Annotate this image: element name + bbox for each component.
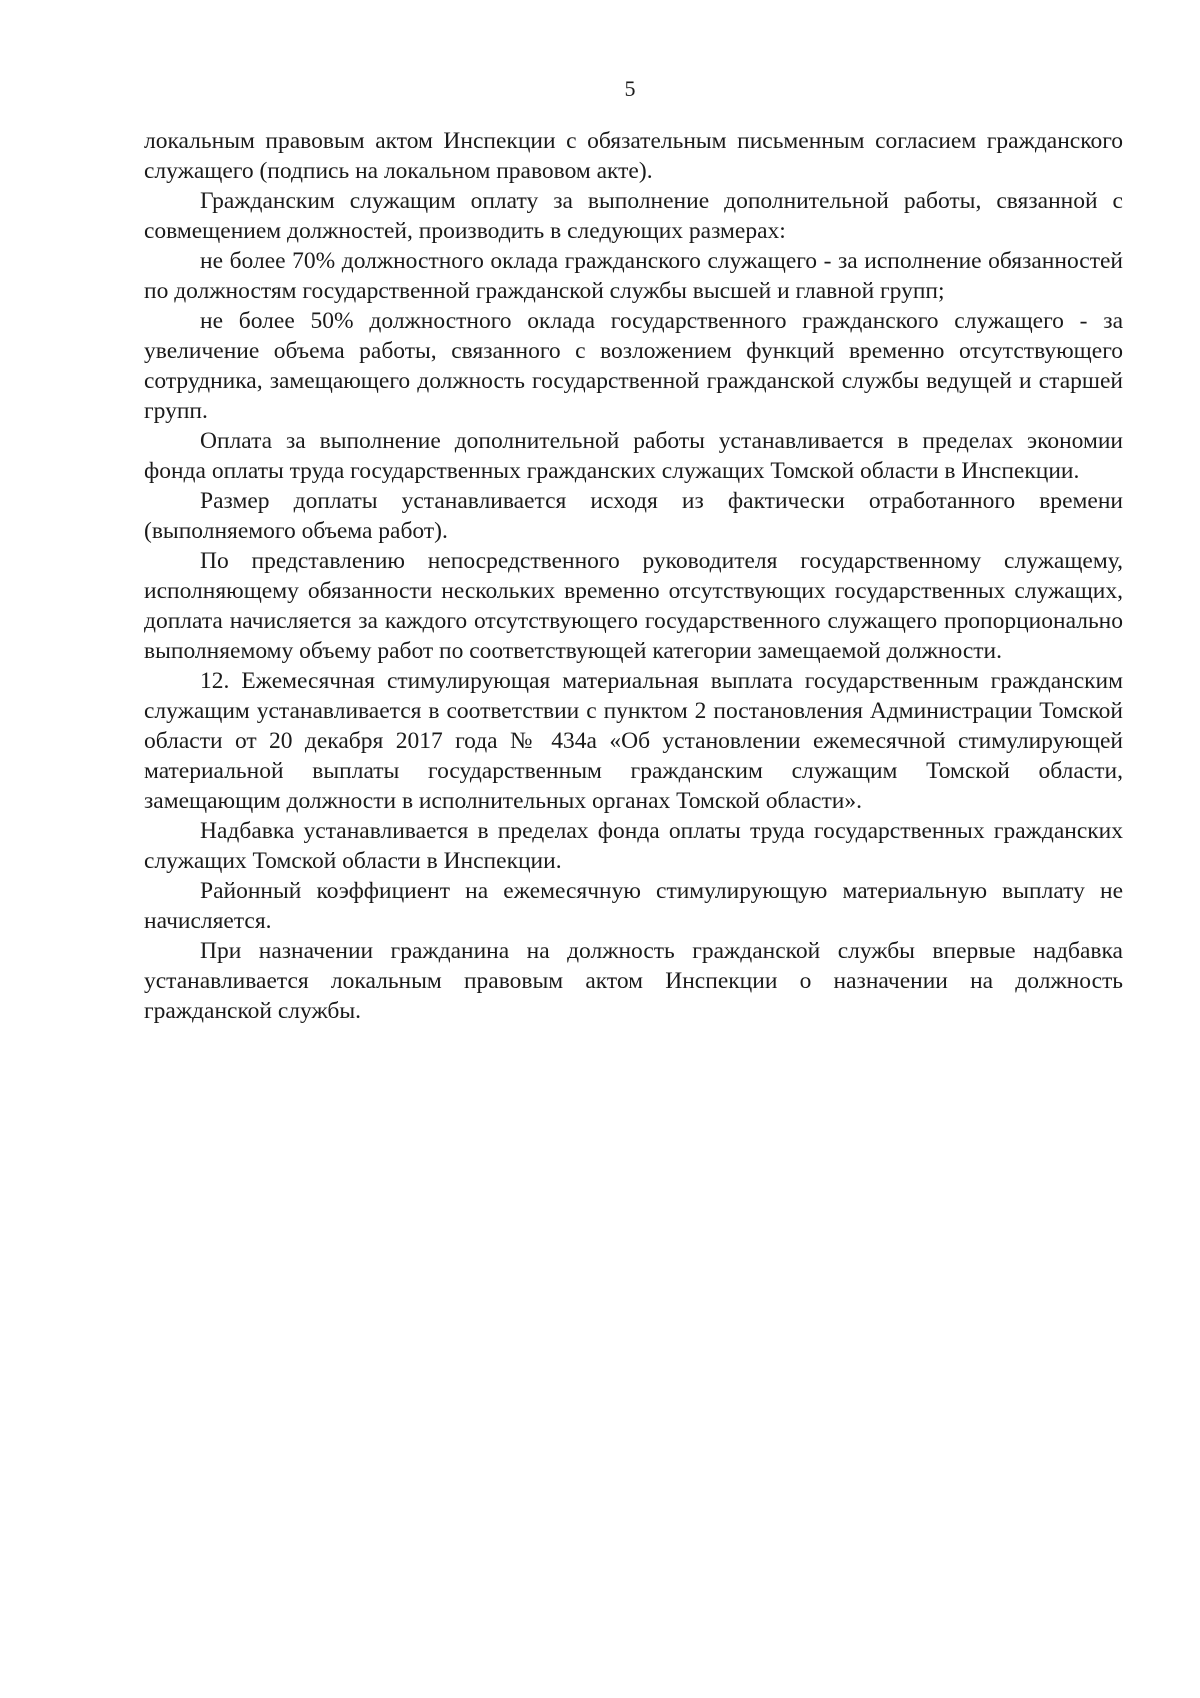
paragraph-allowance-fund: Надбавка устанавливается в пределах фонда оплаты труда государственных гражданских служащих Томской области в Инспекции.: [144, 818, 1123, 874]
document-body: [144, 126, 1123, 1026]
paragraph-combined-duties-payment: Гражданским служащим оплату за выполнение дополнительной работы, связанной с совмещением должностей, производить в следующих размерах:: [144, 188, 1123, 244]
paragraph-rate-50-percent: не более 50% должностного оклада государственного гражданского служащего - за увеличение объема работы, связанного с возложением функций временно отсутствующего сотрудника, замещающего должность государственной гражданской службы ведущей и старшей групп.: [144, 308, 1123, 424]
paragraph-continuation: локальным правовым актом Инспекции с обязательным письменным согласием гражданского служащего (подпись на локальном правовом акте).: [144, 128, 1123, 184]
paragraph-item-12: 12. Ежемесячная стимулирующая материальная выплата государственным гражданским служащим устанавливается в соответствии с пунктом 2 постановления Администрации Томской области от 20 декабря 2017 года № 434а «Об установлении ежемесячной стимулирующей материальной выплаты государственным гражданским служащим Томской области, замещающим должности в исполнительных органах Томской области».: [144, 668, 1123, 814]
page-number: 5: [624, 76, 636, 101]
paragraph-first-appointment: При назначении гражданина на должность гражданской службы впервые надбавка устанавливается локальным правовым актом Инспекции о назначении на должность гражданской службы.: [144, 938, 1123, 1024]
paragraph-payroll-savings: Оплата за выполнение дополнительной работы устанавливается в пределах экономии фонда оплаты труда государственных гражданских служащих Томской области в Инспекции.: [144, 428, 1123, 484]
paragraph-rate-70-percent: не более 70% должностного оклада гражданского служащего - за исполнение обязанностей по должностям государственной гражданской службы высшей и главной групп;: [144, 248, 1123, 304]
paragraph-multiple-absent: По представлению непосредственного руководителя государственному служащему, исполняющему обязанности нескольких временно отсутствующих государственных служащих, доплата начисляется за каждого отсутствующего государственного служащего пропорционально выполняемому объему работ по соответствующей категории замещаемой должности.: [144, 548, 1123, 664]
paragraph-actual-time: Размер доплаты устанавливается исходя из фактически отработанного времени (выполняемого объема работ).: [144, 488, 1123, 544]
paragraph-regional-coefficient: Районный коэффициент на ежемесячную стимулирующую материальную выплату не начисляется.: [144, 878, 1123, 934]
